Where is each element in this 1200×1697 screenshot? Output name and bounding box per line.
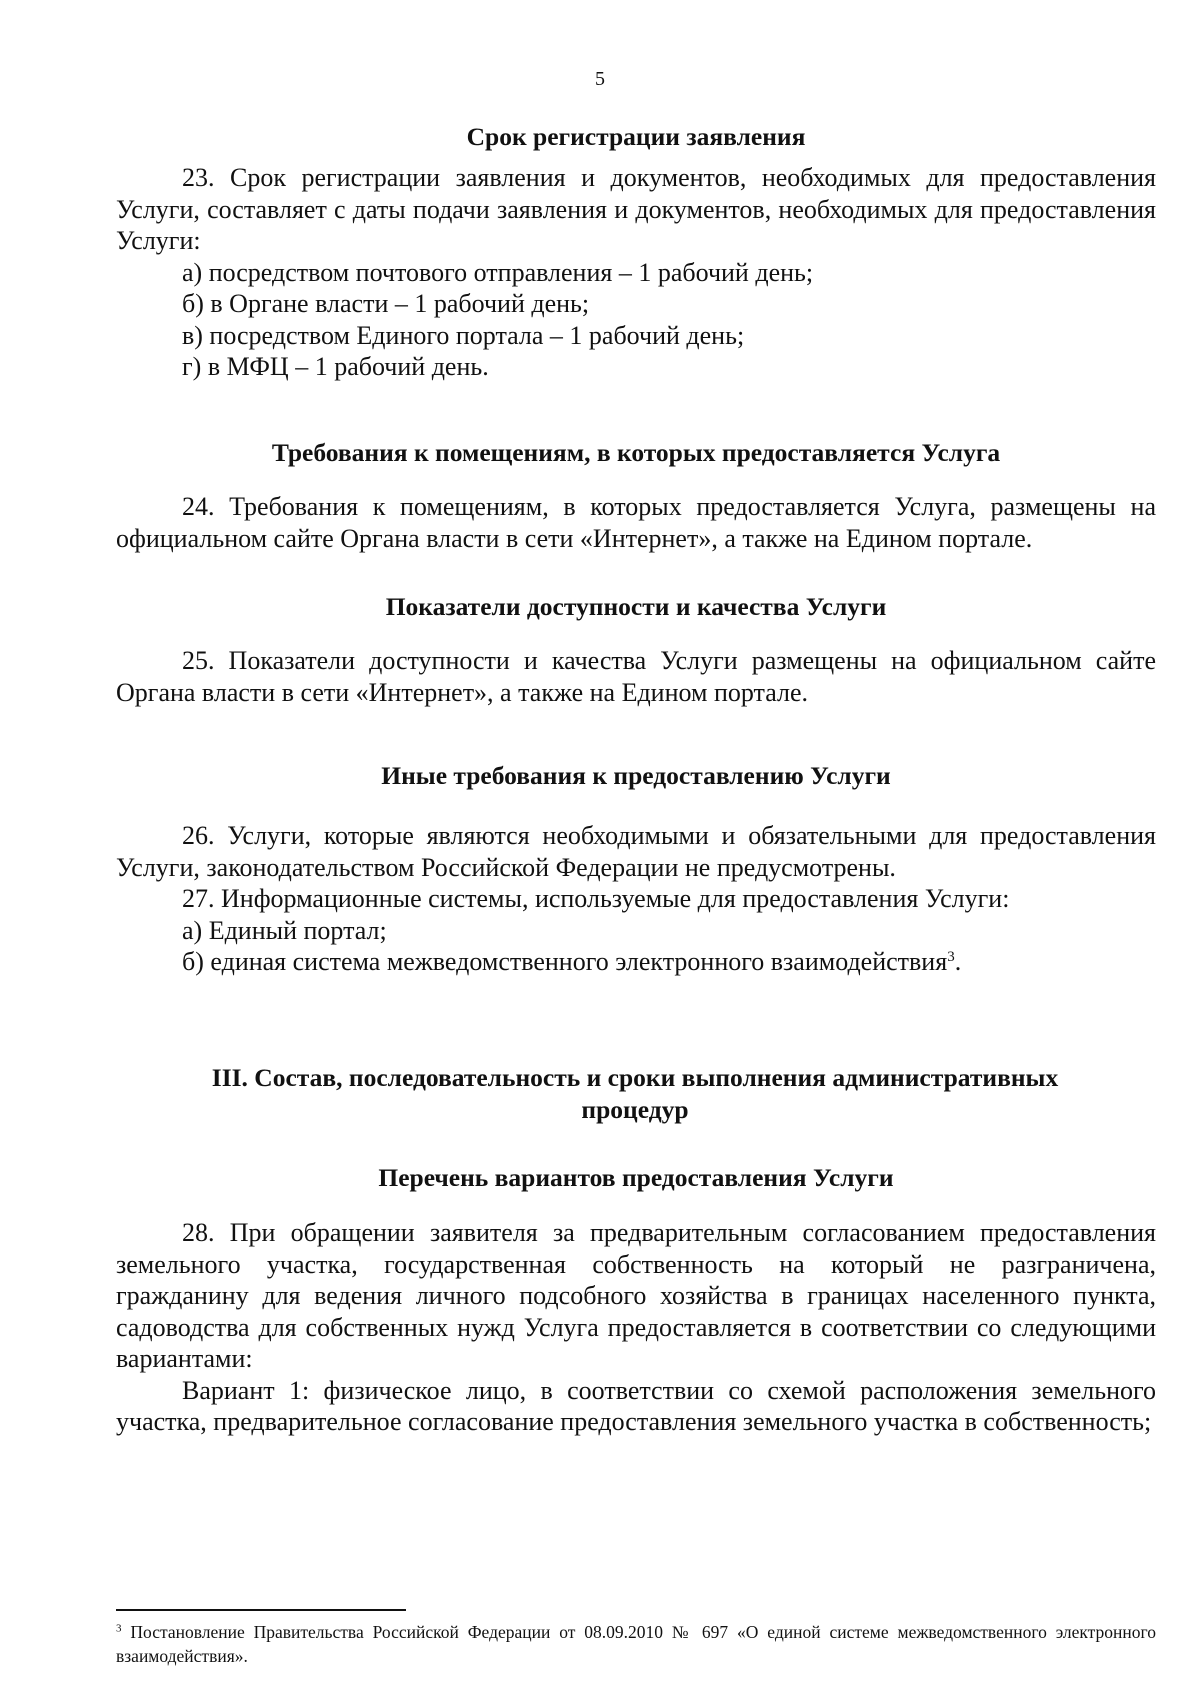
list-item: а) Единый портал; <box>182 915 387 945</box>
list-item: а) посредством почтового отправления – 1 рабочий день; <box>182 257 814 287</box>
paragraph-23: 23. Срок регистрации заявления и документов, необходимых для предоставления Услуги, составляет с даты подачи заявления и документов, необходимых для предоставления Услуги: <box>116 163 1156 255</box>
list-item-end: . <box>954 947 962 976</box>
footnote-reference: 3 <box>947 949 955 965</box>
page-number: 5 <box>595 68 605 90</box>
list-item-text: б) единая система межведомственного электронного взаимодействия <box>182 947 948 976</box>
section-accessibility-indicators <box>116 645 1156 708</box>
heading-other-requirements: Иные требования к предоставлению Услуги <box>381 761 891 790</box>
section-other-requirements <box>116 820 1156 978</box>
paragraph-24: 24. Требования к помещениям, в которых предоставляется Услуга, размещены на официальном сайте Органа власти в сети «Интернет», а также на Едином портале. <box>116 492 1156 553</box>
paragraph-27: 27. Информационные системы, используемые для предоставления Услуги: <box>182 884 1010 913</box>
heading-service-variants: Перечень вариантов предоставления Услуги <box>378 1163 894 1192</box>
list-item: б) в Органе власти – 1 рабочий день; <box>182 289 590 318</box>
paragraph-25: 25. Показатели доступности и качества Услуги размещены на официальном сайте Органа власти в сети «Интернет», а также на Едином портале. <box>116 646 1156 707</box>
heading-accessibility-indicators: Показатели доступности и качества Услуги <box>385 592 887 621</box>
paragraph-variant-1: Вариант 1: физическое лицо, в соответствии со схемой расположения земельного участка, предварительное согласование предоставления земельного участка в собственность; <box>116 1375 1156 1436</box>
heading-registration-term: Срок регистрации заявления <box>466 122 806 151</box>
section-registration-term <box>116 162 1156 383</box>
footnote-text: Постановление Правительства Российской Федерации от 08.09.2010 № 697 «О единой системе межведомственного электронного взаимодействия». <box>116 1622 1156 1666</box>
list-item: г) в МФЦ – 1 рабочий день. <box>182 352 489 381</box>
paragraph-28: 28. При обращении заявителя за предварительным согласованием предоставления земельного участка, государственная собственность на который не разграничена, гражданину для ведения личного подсобного хозяйства в границах населенного пункта, садоводства для собственных нужд Услуга предоставляется в соответствии со следующими вариантами: <box>116 1218 1156 1373</box>
heading-section-iii: III. Состав, последовательность и сроки выполнения административных процедур <box>211 1063 1059 1124</box>
list-item <box>116 946 1156 978</box>
heading-premises-requirements: Требования к помещениям, в которых предоставляется Услуга <box>271 438 1001 467</box>
footnote-separator <box>116 1609 406 1611</box>
list-item: в) посредством Единого портала – 1 рабочий день; <box>182 320 745 350</box>
paragraph-26: 26. Услуги, которые являются необходимыми и обязательными для предоставления Услуги, законодательством Российской Федерации не предусмотрены. <box>116 821 1156 882</box>
section-premises-requirements <box>116 491 1156 554</box>
section-service-variants <box>116 1217 1156 1438</box>
footnote <box>116 1620 1156 1668</box>
footnote-number: 3 <box>116 1622 122 1635</box>
